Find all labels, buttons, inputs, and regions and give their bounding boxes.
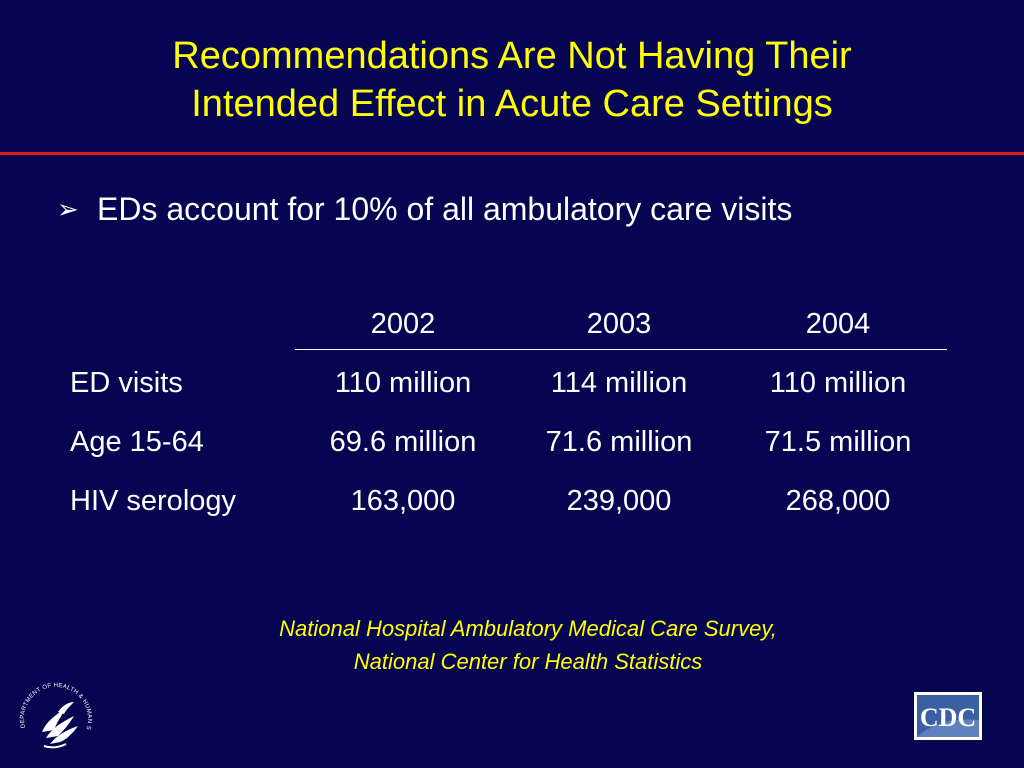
slide-title (0, 32, 1024, 128)
title-line-2: Intended Effect in Acute Care Settings (191, 83, 833, 125)
table-row (60, 472, 960, 531)
table-header-cell: 2002 (370, 308, 436, 340)
row-label: Age 15-64 (70, 426, 204, 458)
table-cell: 268,000 (785, 485, 891, 517)
source-line-2: National Center for Health Statistics (353, 649, 703, 674)
arrow-bullet-icon: ➢ (57, 194, 79, 224)
bullet-text: EDs account for 10% of all ambulatory care visits (97, 191, 793, 227)
bullet-point (57, 187, 792, 231)
hhs-seal-text: DEPARTMENT OF HEALTH & HUMAN S (19, 682, 93, 731)
table-cell: 114 million (550, 367, 688, 399)
table-cell: 110 million (334, 367, 472, 399)
hhs-eagle-seal-icon (14, 672, 98, 756)
table-header-row (60, 295, 960, 354)
table-cell: 110 million (769, 367, 907, 399)
table-header-cell: 2003 (586, 308, 652, 340)
table-cell: 69.6 million (329, 426, 477, 458)
table-header-cell: 2004 (805, 308, 871, 340)
table-cell: 71.5 million (764, 426, 912, 458)
row-label: HIV serology (70, 485, 237, 517)
table-cell: 239,000 (566, 485, 672, 517)
source-line-1: National Hospital Ambulatory Medical Care Survey, (279, 616, 777, 641)
source-citation (150, 612, 906, 678)
cdc-logo-icon (914, 692, 982, 740)
table-cell: 163,000 (350, 485, 456, 517)
table-row (60, 413, 960, 472)
title-divider (0, 152, 1024, 155)
title-line-1: Recommendations Are Not Having Their (172, 35, 852, 77)
table-row (60, 354, 960, 413)
cdc-logo-text: CDC (919, 703, 977, 732)
ed-visits-table (60, 295, 960, 531)
table-cell: 71.6 million (545, 426, 693, 458)
row-label: ED visits (70, 367, 183, 399)
table-header-divider (295, 349, 947, 350)
